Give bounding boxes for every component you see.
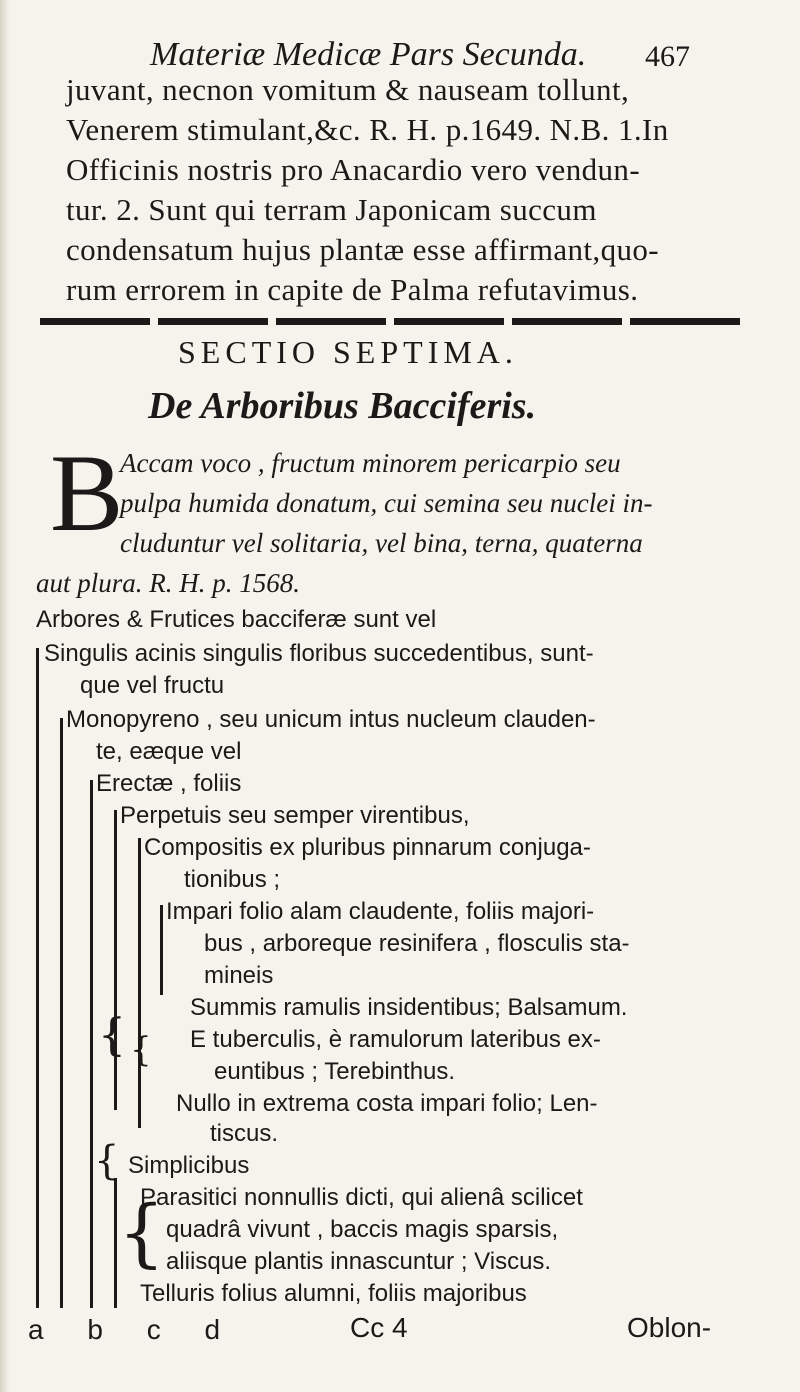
key-line: Perpetuis seu semper virentibus, xyxy=(120,802,470,829)
key-line: te, eæque vel xyxy=(96,738,242,765)
key-line: Monopyreno , seu unicum intus nucleum clauden- xyxy=(66,706,596,733)
intro-line: Accam voco , fructum minorem pericarpio seu xyxy=(120,448,621,478)
signature-mark: Cc 4 xyxy=(350,1312,408,1343)
bracket-b xyxy=(60,718,63,1308)
brace-glyph: { xyxy=(94,1138,120,1184)
body-line: rum errorem in capite de Palma refutavimus. xyxy=(66,272,639,307)
key-line: aliisque plantis innascuntur ; Viscus. xyxy=(166,1248,552,1275)
body-line: Venerem stimulant,&c. R. H. p.1649. N.B. 1.In xyxy=(66,112,669,147)
key-line: Impari folio alam claudente, foliis majori- xyxy=(166,898,595,925)
bracket-a xyxy=(36,648,39,1308)
brace-glyph: { xyxy=(130,1030,152,1070)
body-line: Officinis nostris pro Anacardio vero vendun- xyxy=(66,152,641,187)
key-line: tiscus. xyxy=(210,1120,279,1147)
key-line: bus , arboreque resinifera , flosculis sta- xyxy=(204,930,630,957)
key-line: Compositis ex pluribus pinnarum conjuga- xyxy=(144,834,591,861)
key-line: euntibus ; Terebinthus. xyxy=(214,1058,456,1085)
section-subtitle: De Arboribus Bacciferis. xyxy=(148,385,537,427)
page-gutter-shadow xyxy=(0,0,10,1392)
body-line: condensatum hujus plantæ esse affirmant,quo- xyxy=(66,232,659,267)
body-line: tur. 2. Sunt qui terram Japonicam succum xyxy=(66,192,597,227)
key-line: Parasitici nonnullis dicti, qui alienâ scilicet xyxy=(140,1184,583,1211)
bracket-e xyxy=(138,838,141,1128)
key-line: E tuberculis, è ramulorum lateribus ex- xyxy=(190,1026,601,1053)
intro-line: pulpa humida donatum, cui semina seu nuclei in- xyxy=(120,488,653,518)
intro-line: cluduntur vel solitaria, vel bina, terna, quaterna xyxy=(120,528,643,558)
page-number: 467 xyxy=(645,40,690,73)
body-line: juvant, necnon vomitum & nauseam tollunt, xyxy=(66,72,630,107)
bracket-f xyxy=(160,905,163,995)
column-letters: a b c d xyxy=(28,1314,239,1345)
key-line: mineis xyxy=(204,962,274,989)
brace-glyph: { xyxy=(98,1010,126,1061)
key-line: Simplicibus xyxy=(128,1152,250,1179)
running-title: Materiæ Medicæ Pars Secunda. xyxy=(150,36,587,73)
key-line: Singulis acinis singulis floribus succedentibus, sunt- xyxy=(44,640,594,667)
key-line: Erectæ , foliis xyxy=(96,770,242,797)
section-divider-rule xyxy=(40,318,742,325)
bracket-g xyxy=(114,1178,117,1308)
bracket-d xyxy=(114,810,117,1110)
key-lead: Arbores & Frutices bacciferæ sunt vel xyxy=(36,606,437,633)
brace-glyph: { xyxy=(118,1190,166,1276)
key-line: Nullo in extrema costa impari folio; Len- xyxy=(176,1090,598,1117)
key-line: que vel fructu xyxy=(80,672,225,699)
drop-cap: B xyxy=(50,432,124,554)
key-line: Summis ramulis insidentibus; Balsamum. xyxy=(190,994,628,1021)
key-line: Telluris folius alumni, foliis majoribus xyxy=(140,1280,527,1307)
key-line: tionibus ; xyxy=(184,866,281,893)
key-line: quadrâ vivunt , baccis magis sparsis, xyxy=(166,1216,559,1243)
intro-line: aut plura. R. H. p. 1568. xyxy=(36,568,301,598)
section-title: SECTIO SEPTIMA. xyxy=(178,334,518,370)
bracket-c xyxy=(90,780,93,1308)
catchword: Oblon- xyxy=(627,1312,712,1343)
